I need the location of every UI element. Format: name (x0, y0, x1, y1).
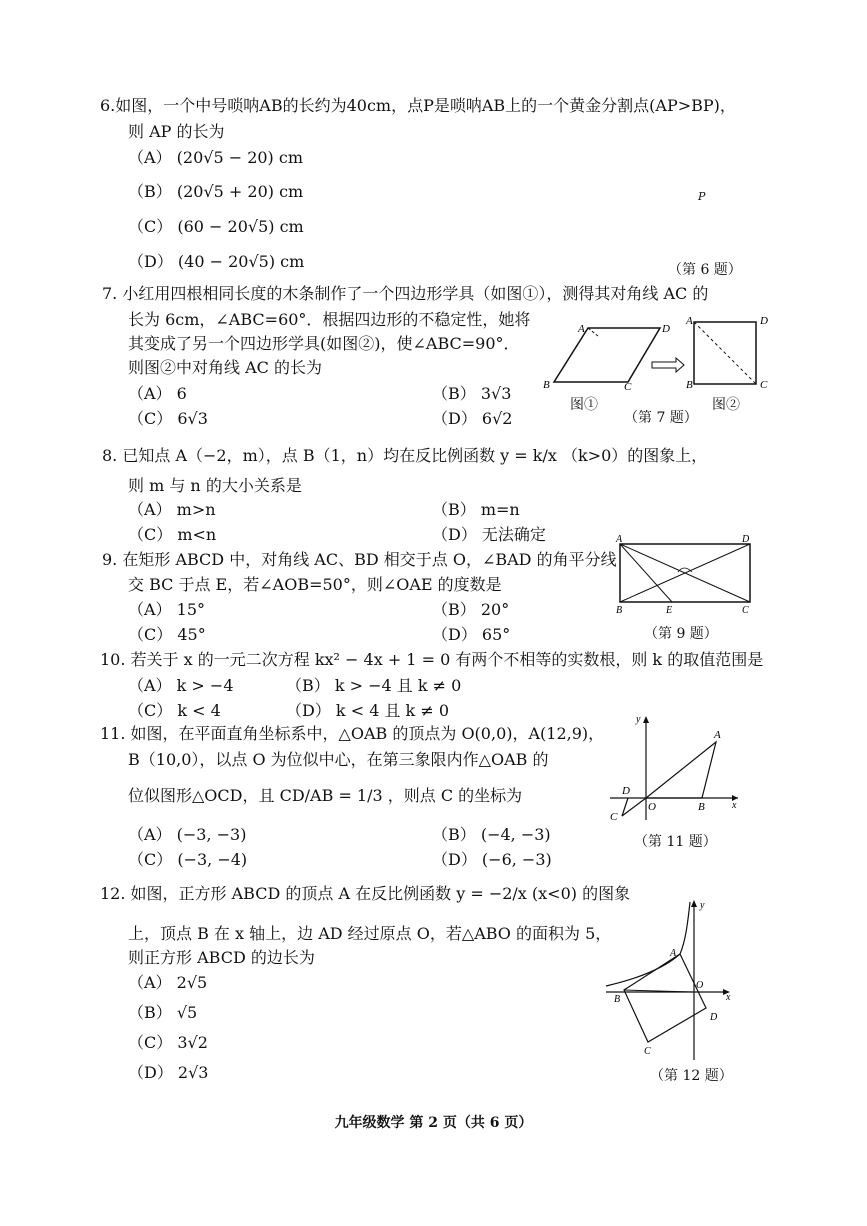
q7-fig2-label-b: B (686, 379, 693, 391)
q8-stem-line1: 8. 已知点 A（−2，m），点 B（1，n）均在反比例函数 y = k/x （k>0）的图象上， (102, 446, 708, 465)
q10-option-c: （C） k < 4 (128, 701, 221, 720)
q10-option-a: （A） k > −4 (128, 676, 234, 695)
q9-figure (612, 534, 762, 620)
q8-option-a: （A） m>n (128, 500, 216, 519)
q7-option-d: （D） 6√2 (432, 409, 513, 428)
q7-option-c: （C） 6√3 (128, 409, 208, 428)
q12-stem-line3: 则正方形 ABCD 的边长为 (128, 948, 315, 967)
q12-caption: （第 12 题） (650, 1068, 733, 1084)
q6-option-b: （B） (20√5 + 20) cm (128, 182, 304, 201)
q6-figure-point-label: P (698, 190, 706, 203)
q12-option-c: （C） 3√2 (128, 1033, 208, 1052)
q11-label-y: y (636, 714, 641, 725)
q7-fig2-caption: 图② (712, 397, 740, 413)
q7-fig1-caption: 图① (570, 397, 598, 413)
q12-stem-line1: 12. 如图，正方形 ABCD 的顶点 A 在反比例函数 y = −2/x (x<0) 的图象 (100, 884, 631, 903)
q6-option-d: （D） (40 − 20√5) cm (128, 252, 305, 271)
q7-option-a: （A） 6 (128, 384, 187, 403)
q10-stem-line1: 10. 若关于 x 的一元二次方程 kx² − 4x + 1 = 0 有两个不相等的实数根，则 k 的取值范围是 (100, 650, 764, 669)
q12-option-d: （D） 2√3 (128, 1063, 209, 1082)
q7-figure (540, 312, 780, 398)
q9-stem-line2: 交 BC 于点 E，若∠AOB=50°，则∠OAE 的度数是 (128, 575, 502, 594)
page-footer: 九年级数学 第 2 页（共 6 页） (334, 1115, 533, 1131)
q9-label-e: E (666, 605, 673, 616)
q8-option-c: （C） m<n (128, 525, 217, 544)
q9-option-d: （D） 65° (432, 625, 511, 644)
q7-stem-line3: 其变成了另一个四边形学具(如图②)，使∠ABC=90°． (128, 334, 520, 353)
q11-figure (606, 712, 746, 828)
q11-stem-line3: 位似图形△OCD，且 CD/AB = 1/3 ，则点 C 的坐标为 (128, 786, 523, 805)
q11-option-d: （D） (−6, −3) (432, 850, 552, 869)
q8-stem-line2: 则 m 与 n 的大小关系是 (128, 476, 302, 495)
q11-option-b: （B） (−4, −3) (432, 825, 551, 844)
q12-label-b: B (614, 994, 621, 1005)
q7-stem-line4: 则图②中对角线 AC 的长为 (128, 358, 322, 377)
q9-option-c: （C） 45° (128, 625, 206, 644)
q7-caption: （第 7 题） (624, 410, 698, 426)
q9-label-b: B (616, 605, 623, 616)
q6-stem-line2: 则 AP 的长为 (128, 122, 225, 141)
q11-label-c: C (610, 811, 618, 823)
q9-option-b: （B） 20° (432, 600, 510, 619)
q11-stem-line2: B（10,0），以点 O 为位似中心，在第三象限内作△OAB 的 (128, 750, 549, 769)
q7-fig1-label-a: A (578, 323, 585, 335)
q11-option-c: （C） (−3, −4) (128, 850, 248, 869)
q7-fig2-label-d: D (760, 315, 768, 327)
q8-option-b: （B） m=n (432, 500, 520, 519)
q7-fig1-label-b: B (543, 379, 550, 391)
q10-option-d: （D） k < 4 且 k ≠ 0 (286, 701, 449, 720)
q12-label-a: A (670, 948, 677, 959)
q12-label-x: x (726, 992, 731, 1003)
q7-fig1-label-c: C (624, 381, 632, 393)
q9-label-c: C (742, 605, 749, 616)
q7-option-b: （B） 3√3 (432, 384, 512, 403)
q11-label-d: D (622, 785, 630, 797)
q11-label-a: A (714, 729, 721, 741)
q7-stem-line1: 7. 小红用四根相同长度的木条制作了一个四边形学具（如图①），测得其对角线 AC 的 (102, 284, 709, 303)
q6-option-a: （A） (20√5 − 20) cm (128, 148, 304, 167)
q12-stem-line2: 上，顶点 B 在 x 轴上，边 AD 经过原点 O，若△ABO 的面积为 5， (128, 924, 612, 943)
q11-label-x: x (732, 800, 737, 811)
q9-label-a: A (616, 534, 623, 545)
q11-stem-line1: 11. 如图，在平面直角坐标系中，△OAB 的顶点为 O(0,0)，A(12,9)， (100, 724, 605, 743)
q9-caption: （第 9 题） (644, 626, 718, 642)
q6-stem-line1: 6.如图，一个中号唢呐AB的长约为40cm，点P是唢呐AB上的一个黄金分割点(AP>BP)， (100, 96, 736, 115)
q12-figure (602, 896, 742, 1066)
q7-fig2-label-a: A (686, 315, 693, 327)
q7-fig1-label-d: D (662, 323, 670, 335)
q12-option-b: （B） √5 (128, 1003, 198, 1022)
q11-label-b: B (698, 801, 705, 813)
q9-option-a: （A） 15° (128, 600, 206, 619)
q9-stem-line1: 9. 在矩形 ABCD 中，对角线 AC、BD 相交于点 O，∠BAD 的角平分线 (102, 550, 617, 569)
q12-label-o: O (696, 980, 704, 991)
q12-label-d: D (710, 1012, 718, 1023)
q12-option-a: （A） 2√5 (128, 973, 208, 992)
q11-option-a: （A） (−3, −3) (128, 825, 247, 844)
q6-caption: （第 6 题） (668, 262, 742, 278)
q9-label-d: D (742, 534, 750, 545)
q11-caption: （第 11 题） (634, 834, 717, 850)
q10-option-b: （B） k > −4 且 k ≠ 0 (286, 676, 462, 695)
q6-option-c: （C） (60 − 20√5) cm (128, 217, 304, 236)
q8-option-d: （D） 无法确定 (432, 525, 546, 544)
q12-label-c: C (644, 1046, 651, 1057)
q7-stem-line2: 长为 6cm，∠ABC=60°．根据四边形的不稳定性，她将 (128, 310, 531, 329)
q11-label-o: O (648, 801, 656, 813)
q12-label-y: y (700, 900, 705, 911)
q7-fig2-label-c: C (760, 379, 768, 391)
